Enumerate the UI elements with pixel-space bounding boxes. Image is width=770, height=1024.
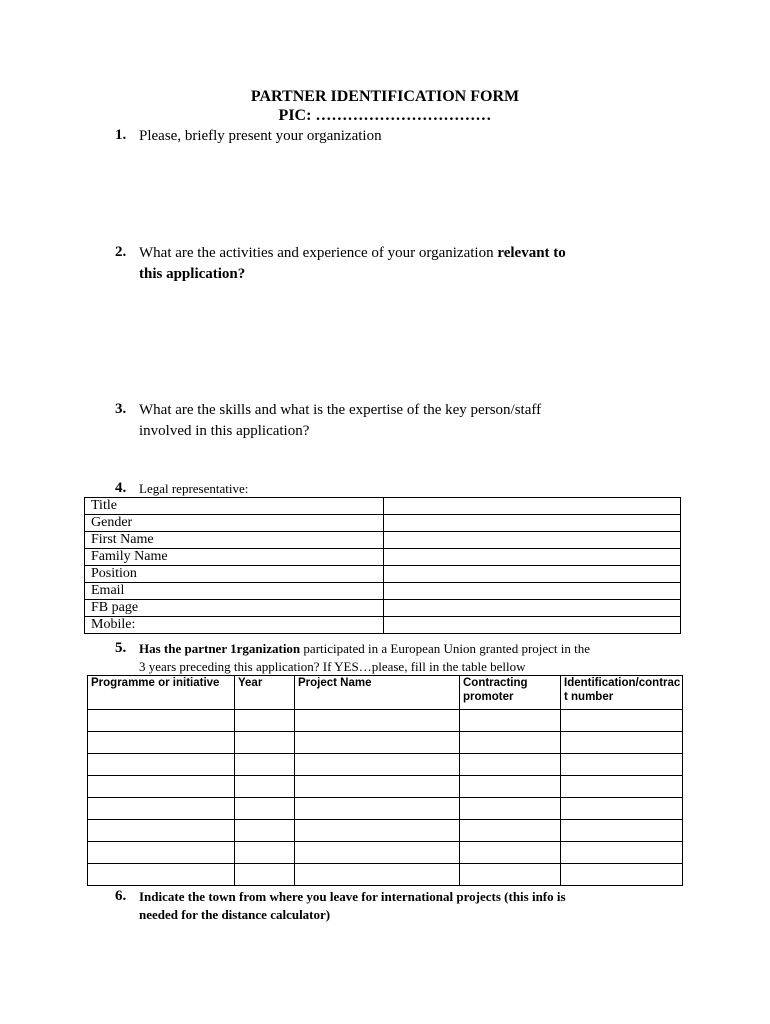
- legal-label: Email: [85, 583, 384, 600]
- legal-value-cell[interactable]: [384, 583, 681, 600]
- legal-value-cell[interactable]: [384, 515, 681, 532]
- legal-value-cell[interactable]: [384, 566, 681, 583]
- table-cell[interactable]: [88, 842, 235, 864]
- table-header-row: [88, 676, 683, 710]
- table-cell[interactable]: [295, 798, 460, 820]
- legal-label: Title: [85, 498, 384, 515]
- pic-line: PIC: ……………………………: [278, 107, 492, 124]
- table-cell[interactable]: [235, 820, 295, 842]
- q2-text-bold: relevant to: [497, 245, 566, 261]
- legal-representative-table: [84, 497, 681, 634]
- q1-number: 1.: [115, 127, 127, 143]
- legal-value-cell[interactable]: [384, 532, 681, 549]
- legal-label: First Name: [85, 532, 384, 549]
- table-row: [88, 820, 683, 842]
- table-cell[interactable]: [295, 754, 460, 776]
- header-project-name: Project Name: [295, 676, 460, 710]
- legal-value-cell[interactable]: [384, 549, 681, 566]
- table-row: [88, 754, 683, 776]
- q5-text-rest: participated in a European Union granted project in the: [300, 641, 591, 656]
- legal-label: Family Name: [85, 549, 384, 566]
- q4-text: Legal representative:: [139, 481, 249, 496]
- legal-value-cell[interactable]: [384, 600, 681, 617]
- q5-line-2: 3 years preceding this application? If YES…please, fill in the table bellow: [139, 659, 526, 674]
- table-row: [88, 776, 683, 798]
- table-row: [85, 549, 681, 566]
- table-cell[interactable]: [295, 820, 460, 842]
- table-cell[interactable]: [561, 754, 683, 776]
- table-cell[interactable]: [235, 732, 295, 754]
- table-cell[interactable]: [460, 864, 561, 886]
- header-contracting-promoter: Contracting promoter: [460, 676, 561, 710]
- table-cell[interactable]: [88, 864, 235, 886]
- legal-value-cell[interactable]: [384, 498, 681, 515]
- table-row: [88, 710, 683, 732]
- table-cell[interactable]: [561, 710, 683, 732]
- q5-number: 5.: [115, 640, 127, 656]
- table-cell[interactable]: [235, 842, 295, 864]
- table-cell[interactable]: [295, 732, 460, 754]
- table-cell[interactable]: [460, 842, 561, 864]
- table-cell[interactable]: [88, 798, 235, 820]
- table-row: [88, 798, 683, 820]
- form-title: PARTNER IDENTIFICATION FORM: [250, 88, 520, 105]
- table-cell[interactable]: [295, 776, 460, 798]
- q3-text: [139, 400, 541, 442]
- table-row: [85, 583, 681, 600]
- legal-label: Position: [85, 566, 384, 583]
- table-row: [88, 864, 683, 886]
- table-cell[interactable]: [561, 732, 683, 754]
- q6-line-2: needed for the distance calculator): [139, 907, 331, 922]
- legal-label: Mobile:: [85, 617, 384, 634]
- table-row: [88, 732, 683, 754]
- table-cell[interactable]: [235, 710, 295, 732]
- table-cell[interactable]: [235, 776, 295, 798]
- table-cell[interactable]: [235, 754, 295, 776]
- table-cell[interactable]: [460, 732, 561, 754]
- q5-text-bold: Has the partner 1rganization: [139, 641, 301, 656]
- q6-line-1: Indicate the town from where you leave for international projects (this info is: [139, 889, 566, 904]
- q1-text: Please, briefly present your organization: [139, 128, 382, 144]
- q4-number: 4.: [115, 480, 127, 496]
- table-row: [85, 515, 681, 532]
- table-cell[interactable]: [561, 820, 683, 842]
- legal-label: FB page: [85, 600, 384, 617]
- table-cell[interactable]: [235, 798, 295, 820]
- table-cell[interactable]: [88, 732, 235, 754]
- table-row: [88, 842, 683, 864]
- table-row: [85, 600, 681, 617]
- q3-line-2: involved in this application?: [139, 423, 310, 439]
- table-cell[interactable]: [561, 842, 683, 864]
- table-row: [85, 532, 681, 549]
- legal-value-cell[interactable]: [384, 617, 681, 634]
- table-cell[interactable]: [460, 820, 561, 842]
- project-table: [87, 675, 683, 886]
- q5-text: [139, 640, 699, 676]
- q2-text: [139, 243, 699, 285]
- q3-number: 3.: [115, 401, 127, 417]
- q2-number: 2.: [115, 244, 127, 260]
- q6-number: 6.: [115, 888, 127, 904]
- q2-text-bold-2: this application?: [139, 266, 246, 282]
- table-cell[interactable]: [460, 754, 561, 776]
- table-cell[interactable]: [88, 754, 235, 776]
- table-cell[interactable]: [460, 798, 561, 820]
- table-cell[interactable]: [295, 842, 460, 864]
- table-cell[interactable]: [295, 710, 460, 732]
- legal-label: Gender: [85, 515, 384, 532]
- table-cell[interactable]: [88, 776, 235, 798]
- table-cell[interactable]: [460, 710, 561, 732]
- header-year: Year: [235, 676, 295, 710]
- table-row: [85, 617, 681, 634]
- table-cell[interactable]: [88, 820, 235, 842]
- table-cell[interactable]: [88, 710, 235, 732]
- table-cell[interactable]: [295, 864, 460, 886]
- table-cell[interactable]: [561, 798, 683, 820]
- table-cell[interactable]: [561, 776, 683, 798]
- q6-text: [139, 888, 699, 924]
- q2-text-plain: What are the activities and experience of your organization: [139, 245, 498, 261]
- table-row: [85, 566, 681, 583]
- header-programme: Programme or initiative: [88, 676, 235, 710]
- header-identification: Identification/contract number: [561, 676, 683, 710]
- table-cell[interactable]: [460, 776, 561, 798]
- table-cell[interactable]: [561, 864, 683, 886]
- table-row: [85, 498, 681, 515]
- table-cell[interactable]: [235, 864, 295, 886]
- q3-line-1: What are the skills and what is the expertise of the key person/staff: [139, 402, 542, 418]
